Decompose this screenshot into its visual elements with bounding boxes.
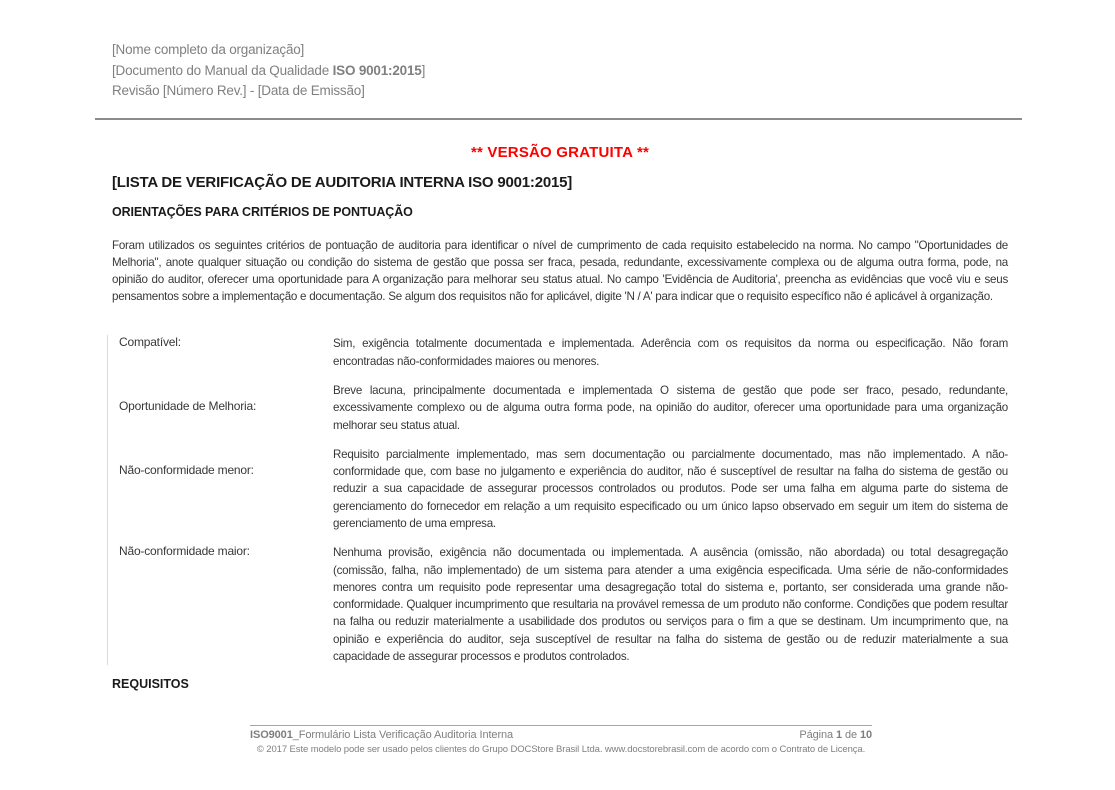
footer-page-number: 1 <box>835 729 842 741</box>
scoring-intro-paragraph: Foram utilizados os seguintes critérios de pontuação de auditoria para identificar o nível de cumprimento de cada requisito estabelecido na norma. No campo "Oportunidades de Melhoria", anote qualquer situação ou condição do sistema de gestão que possa ser fraca, pesada, redundante, excessivamente complexa ou de alguma outra forma, pode, na opinião do auditor, oferecer uma oportunidade para A organização para melhorar seu status atual. No campo 'Evidência de Auditoria', preencha as evidências que você viu e seus pensamentos sobre a implementação e documentação. Se algum dos requisitos não for aplicável, digite 'N / A' para indicar que o requisito específico não é aplicável à organização. <box>112 238 1008 304</box>
criteria-description: Breve lacuna, principalmente documentada e implementada O sistema de gestão que pode ser fraco, pesado, redundante, excessivamente complexo ou de alguma outra forma pode, na opinião do auditor, oferecer uma oportunidade para uma organização melhorar seu status atual. <box>333 383 1008 432</box>
criteria-row-oportunidade-melhoria <box>108 382 1008 434</box>
header-revision-line: Revisão [Número Rev.] - [Data de Emissão] <box>112 83 365 98</box>
criteria-description: Sim, exigência totalmente documentada e implementada. Aderência com os requisitos da norma ou especificação. Não foram encontradas não-conformidades maiores ou menores. <box>333 337 1008 368</box>
footer-page-prefix: Página <box>799 729 836 741</box>
header-doc-line-prefix: [Documento do Manual da Qualidade <box>112 62 333 78</box>
criteria-label: Não-conformidade maior: <box>119 544 250 559</box>
criteria-label: Não-conformidade menor: <box>119 462 254 477</box>
doc-header <box>112 40 1008 102</box>
footer-doc-name-rest: _Formulário Lista Verificação Auditoria Interna <box>292 729 514 741</box>
document-title: [LISTA DE VERIFICAÇÃO DE AUDITORIA INTERNA ISO 9001:2015] <box>112 173 573 191</box>
footer-page-sep: de <box>842 729 860 741</box>
header-org-line: [Nome completo da organização] <box>112 42 305 57</box>
requirements-heading: REQUISITOS <box>112 677 189 692</box>
criteria-row-compativel <box>108 335 1008 370</box>
criteria-label: Oportunidade de Melhoria: <box>119 398 257 413</box>
criteria-label: Compatível: <box>119 335 181 350</box>
footer-doc-name <box>250 729 513 741</box>
criteria-table <box>107 335 1008 665</box>
header-doc-line-standard: ISO 9001:2015 <box>332 62 422 78</box>
criteria-description: Nenhuma provisão, exigência não documentada ou implementada. A ausência (omissão, não abordada) ou total desagregação (comissão, falha, não implementado) de um sistema para atender a uma exigência especificada. Uma série de não-conformidades menores contra um requisito pode representar uma desagregação total do sistema e, portanto, ser considerada uma grande não-conformidade. Qualquer incumprimento que resultaria na provável remessa de um produto não conforme. Condições que podem resultar na falha ou reduzir materialmente a usabilidade dos produtos ou serviços para o fim a que se destinam. Um incumprimento que, na opinião e experiência do auditor, seja susceptível de resultar na falha do sistema de gestão ou de reduzir materialmente a sua capacidade de assegurar processos e produtos controlados. <box>333 546 1008 664</box>
footer-info-row <box>250 726 872 741</box>
footer-page-total: 10 <box>859 729 872 741</box>
header-doc-line <box>112 61 1008 82</box>
footer-copyright: © 2017 Este modelo pode ser usado pelos clientes do Grupo DOCStore Brasil Ltda. www.docstorebrasil.com de acordo com o Contrato de Licença. <box>256 744 866 755</box>
criteria-row-nao-conformidade-menor <box>108 446 1008 532</box>
page-footer <box>250 725 872 755</box>
criteria-description: Requisito parcialmente implementado, mas sem documentação ou parcialmente documentado, mas não implementado. A não-conformidade que, com base no julgamento e experiência do auditor, não é susceptível de resultar na falha do sistema de gestão ou reduzir a sua capacidade de assegurar processos controlados ou produtos. Pode ser uma falha em alguma parte do sistema de gerenciamento do fornecedor em relação a um requisito especificado ou um único lapso observado em seguir um item do sistema de gerenciamento de uma empresa. <box>333 447 1008 530</box>
footer-doc-name-code: ISO9001 <box>250 729 293 741</box>
header-divider <box>95 118 1022 120</box>
header-doc-line-suffix: ] <box>421 62 426 78</box>
footer-page-info <box>799 729 872 741</box>
criteria-row-nao-conformidade-maior <box>108 544 1008 665</box>
scoring-guidelines-heading: ORIENTAÇÕES PARA CRITÉRIOS DE PONTUAÇÃO <box>112 204 413 219</box>
free-version-banner: ** VERSÃO GRATUITA ** <box>470 143 650 161</box>
